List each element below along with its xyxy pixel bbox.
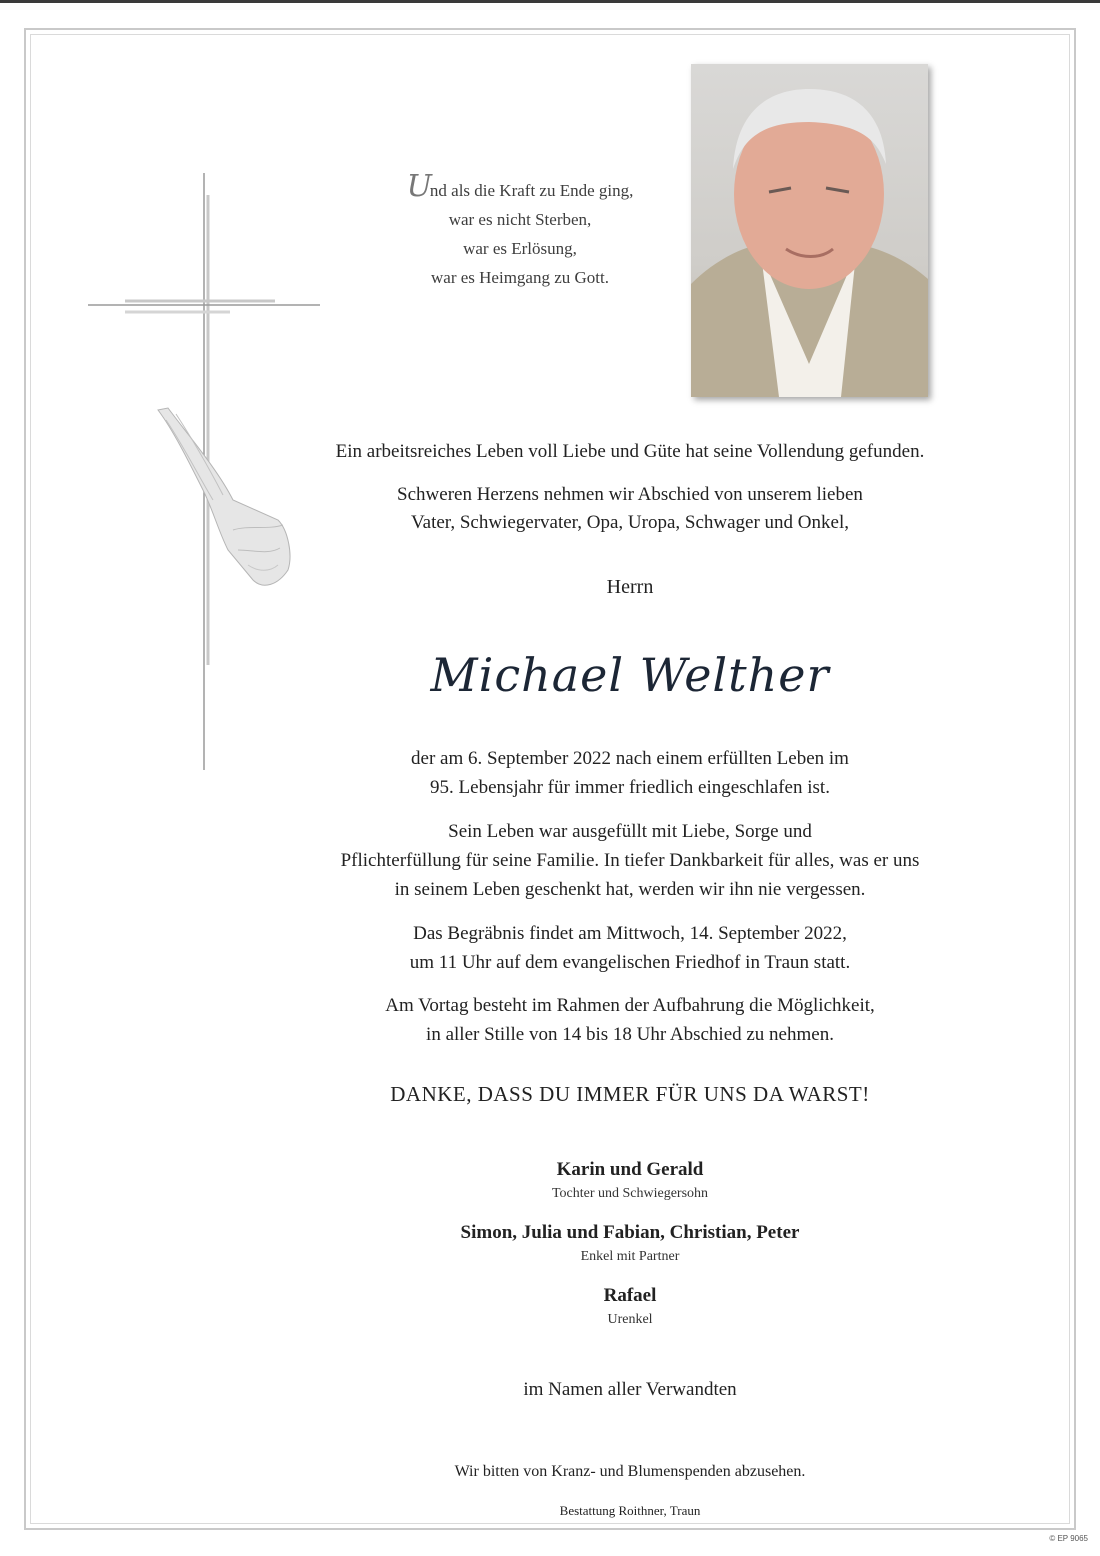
undertaker: Bestattung Roithner, Traun [559, 1503, 701, 1518]
viewing-line-2: in aller Stille von 14 bis 18 Uhr Abschied zu nehmen. [426, 1024, 834, 1045]
quote-line-3: war es Erlösung, [463, 239, 577, 258]
funeral-line-2: um 11 Uhr auf dem evangelischen Friedhof in Traun statt. [409, 952, 851, 973]
mourner-names: Rafael [603, 1285, 657, 1306]
funeral-text [280, 919, 980, 977]
mourner-names: Karin und Gerald [556, 1159, 704, 1180]
death-text [280, 744, 980, 802]
top-edge-bar [0, 0, 1100, 3]
life-line-2: Pflichterfüllung für seine Familie. In tiefer Dankbarkeit für alles, was er uns [340, 850, 920, 871]
viewing-text [280, 991, 980, 1049]
relatives-line: im Namen aller Verwandten [523, 1379, 737, 1400]
viewing-line-1: Am Vortag besteht im Rahmen der Aufbahrung die Möglichkeit, [385, 995, 875, 1016]
mourner-relation: Enkel mit Partner [580, 1249, 680, 1264]
farewell-line-1: Schweren Herzens nehmen wir Abschied von unserem lieben [397, 484, 863, 505]
intro-text: Ein arbeitsreiches Leben voll Liebe und Güte hat seine Vollendung gefunden. [335, 441, 925, 462]
life-line-3: in seinem Leben geschenkt hat, werden wir ihn nie vergessen. [394, 879, 866, 900]
death-line-2: 95. Lebensjahr für immer friedlich eingeschlafen ist. [430, 777, 830, 798]
copyright-note: © EP 9065 [1049, 1534, 1088, 1543]
quote-line-1-rest: nd als die Kraft zu Ende ging, [429, 181, 634, 200]
life-text [280, 817, 980, 904]
quote-line-1 [370, 169, 670, 205]
mourner-relation: Urenkel [607, 1312, 653, 1327]
quote-line-2: war es nicht Sterben, [448, 210, 592, 229]
mourner-relation: Tochter und Schwiegersohn [551, 1186, 709, 1201]
portrait-photo [691, 64, 928, 397]
farewell-line-2: Vater, Schwiegervater, Opa, Uropa, Schwager und Onkel, [411, 512, 849, 533]
farewell-text [280, 481, 980, 537]
opening-quote [370, 169, 670, 292]
life-line-1: Sein Leben war ausgefüllt mit Liebe, Sorge und [448, 821, 812, 842]
quote-line-4: war es Heimgang zu Gott. [431, 268, 609, 287]
mourner-names: Simon, Julia und Fabian, Christian, Peter [460, 1222, 800, 1243]
thanks-line: DANKE, DASS DU IMMER FÜR UNS DA WARST! [390, 1082, 870, 1106]
deceased-name: Michael Welther [430, 648, 830, 702]
praying-hands-icon [148, 400, 298, 600]
salutation: Herrn [606, 576, 654, 598]
funeral-line-1: Das Begräbnis findet am Mittwoch, 14. September 2022, [413, 923, 847, 944]
quote-initial: U [406, 169, 430, 204]
donation-request: Wir bitten von Kranz- und Blumenspenden abzusehen. [454, 1463, 806, 1480]
death-line-1: der am 6. September 2022 nach einem erfüllten Leben im [411, 748, 849, 769]
